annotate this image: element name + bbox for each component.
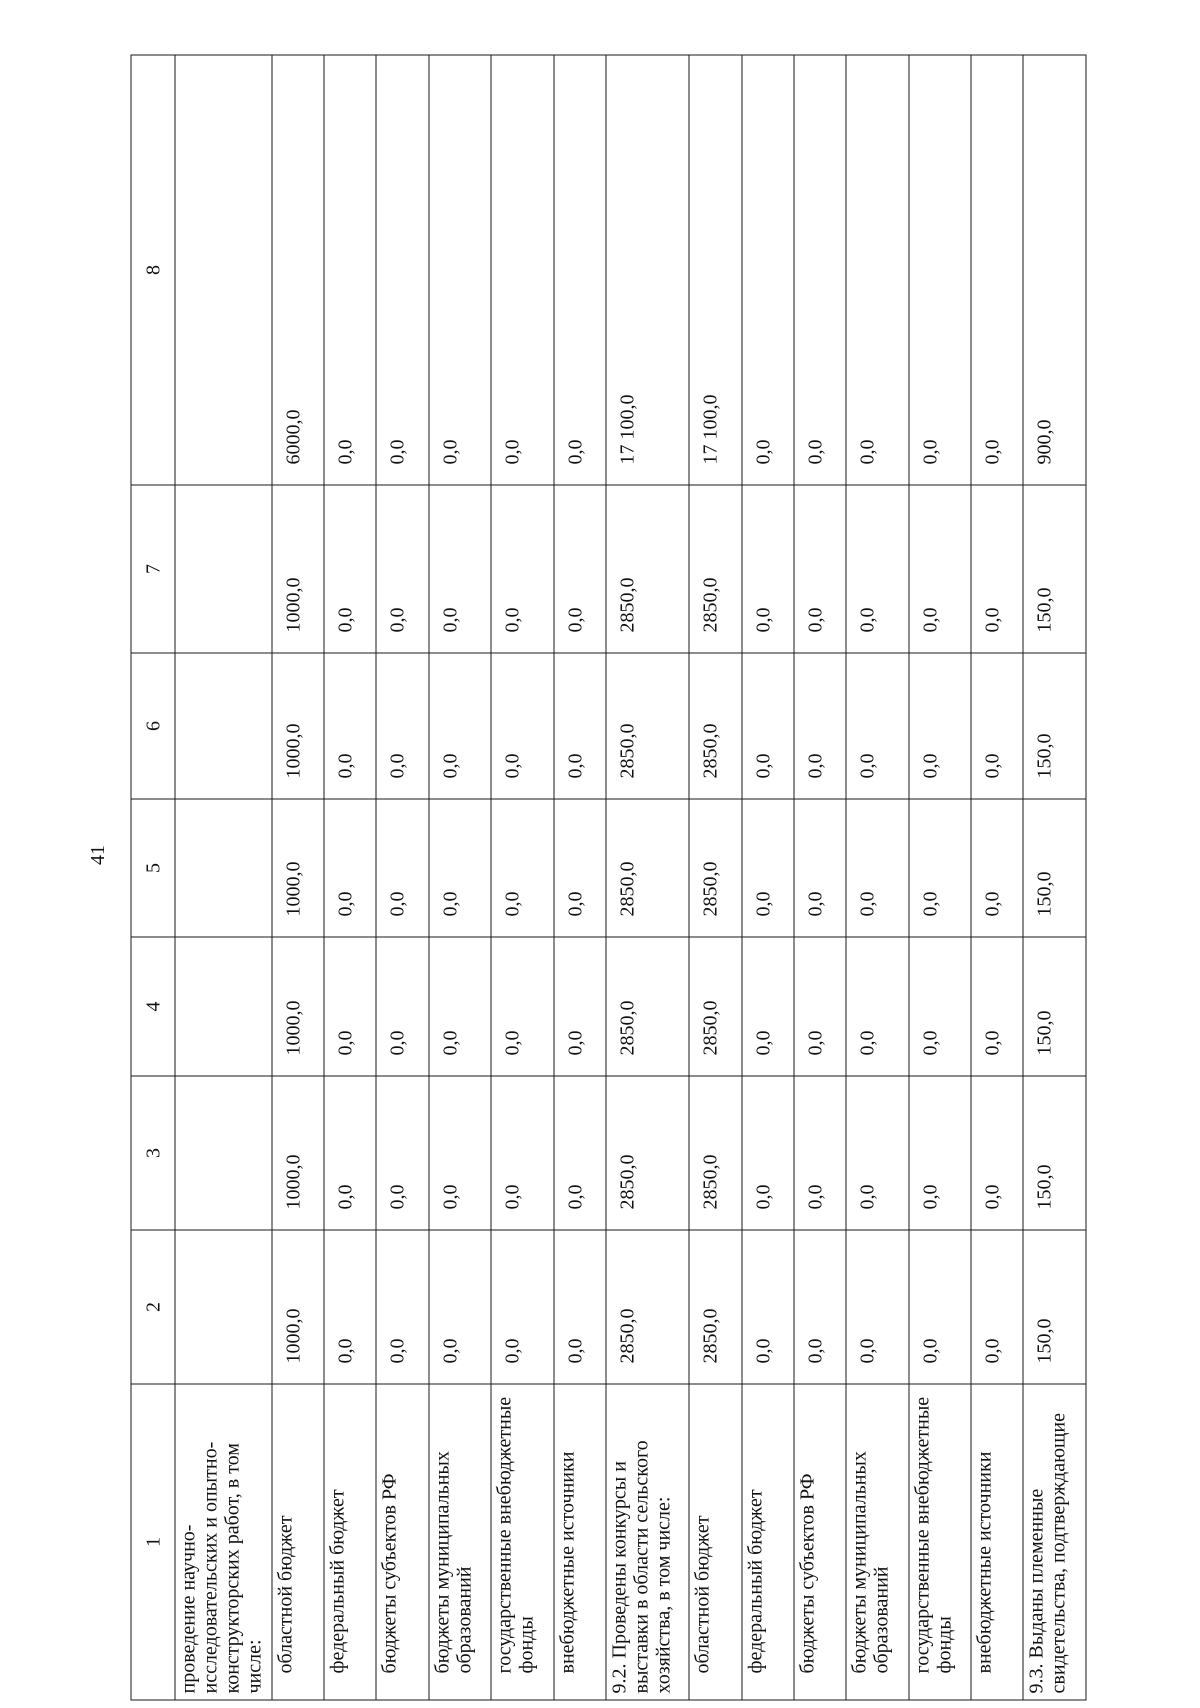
table-row (605, 55, 688, 1700)
value-cell: 0,0 (491, 799, 554, 937)
row-label: областной бюджет (689, 1384, 741, 1700)
value-cell: 0,0 (793, 485, 845, 653)
value-cell: 0,0 (376, 937, 428, 1076)
value-cell: 0,0 (741, 1076, 793, 1230)
value-cell (175, 937, 272, 1076)
value-cell: 2850,0 (689, 937, 741, 1076)
value-cell: 0,0 (845, 485, 908, 653)
value-cell: 0,0 (908, 485, 971, 653)
value-cell: 6000,0 (272, 55, 324, 485)
table-row (1023, 55, 1086, 1700)
value-cell: 0,0 (324, 653, 376, 799)
value-cell: 0,0 (793, 55, 845, 485)
value-cell: 0,0 (741, 653, 793, 799)
value-cell: 0,0 (376, 1230, 428, 1384)
value-cell: 2850,0 (605, 653, 688, 799)
value-cell: 1000,0 (272, 485, 324, 653)
value-cell: 0,0 (324, 1230, 376, 1384)
table-row (971, 55, 1023, 1700)
value-cell: 0,0 (428, 1230, 491, 1384)
value-cell (175, 1076, 272, 1230)
value-cell: 2850,0 (689, 1230, 741, 1384)
table-row (908, 55, 971, 1700)
value-cell: 150,0 (1023, 485, 1086, 653)
row-label: федеральный бюджет (324, 1384, 376, 1700)
header-cell-8: 8 (131, 55, 175, 485)
value-cell: 2850,0 (605, 937, 688, 1076)
row-label: государственные внебюджетные фонды (908, 1384, 971, 1700)
value-cell: 0,0 (845, 653, 908, 799)
header-cell-2: 2 (131, 1230, 175, 1384)
value-cell: 0,0 (324, 937, 376, 1076)
value-cell: 0,0 (376, 485, 428, 653)
table-row (793, 55, 845, 1700)
value-cell: 0,0 (741, 937, 793, 1076)
value-cell (175, 485, 272, 653)
value-cell: 2850,0 (605, 1076, 688, 1230)
value-cell: 1000,0 (272, 1230, 324, 1384)
value-cell: 1000,0 (272, 937, 324, 1076)
value-cell: 150,0 (1023, 1230, 1086, 1384)
value-cell: 0,0 (741, 485, 793, 653)
value-cell: 0,0 (908, 55, 971, 485)
value-cell: 0,0 (908, 653, 971, 799)
table-row (376, 55, 428, 1700)
value-cell: 0,0 (491, 55, 554, 485)
budget-table-wrapper (130, 55, 1086, 1700)
value-cell: 0,0 (793, 937, 845, 1076)
table-header-row (131, 55, 175, 1700)
value-cell: 0,0 (491, 485, 554, 653)
value-cell: 2850,0 (689, 653, 741, 799)
row-label: бюджеты субъектов РФ (793, 1384, 845, 1700)
row-label: внебюджетные источники (553, 1384, 605, 1700)
row-label: федеральный бюджет (741, 1384, 793, 1700)
value-cell: 0,0 (971, 937, 1023, 1076)
value-cell: 0,0 (428, 485, 491, 653)
value-cell: 0,0 (845, 1076, 908, 1230)
value-cell: 0,0 (428, 653, 491, 799)
page-number: 41 (87, 845, 109, 865)
value-cell: 0,0 (845, 1230, 908, 1384)
value-cell: 2850,0 (605, 1230, 688, 1384)
value-cell: 0,0 (908, 799, 971, 937)
value-cell: 0,0 (845, 799, 908, 937)
value-cell (175, 653, 272, 799)
header-cell-4: 4 (131, 937, 175, 1076)
value-cell: 0,0 (971, 55, 1023, 485)
value-cell: 1000,0 (272, 799, 324, 937)
value-cell: 2850,0 (689, 1076, 741, 1230)
value-cell: 150,0 (1023, 1076, 1086, 1230)
value-cell: 0,0 (491, 937, 554, 1076)
value-cell: 0,0 (793, 1076, 845, 1230)
value-cell: 1000,0 (272, 653, 324, 799)
row-label: 9.2. Проведены конкурсы и выставки в области сельского хозяйства, в том числе: (605, 1384, 688, 1700)
value-cell: 0,0 (741, 55, 793, 485)
value-cell: 0,0 (908, 937, 971, 1076)
value-cell: 0,0 (376, 55, 428, 485)
header-cell-7: 7 (131, 485, 175, 653)
row-label: проведение научно-исследовательских и опытно-конструкторских работ, в том числе: (175, 1384, 272, 1700)
value-cell: 0,0 (324, 55, 376, 485)
value-cell: 0,0 (376, 653, 428, 799)
value-cell: 0,0 (845, 55, 908, 485)
value-cell (175, 1230, 272, 1384)
row-label: 9.3. Выданы племенные свидетельства, подтверждающие (1023, 1384, 1086, 1700)
table-body (175, 55, 1086, 1700)
value-cell: 0,0 (971, 1076, 1023, 1230)
value-cell: 0,0 (491, 1230, 554, 1384)
value-cell: 0,0 (428, 799, 491, 937)
value-cell (175, 55, 272, 485)
value-cell: 150,0 (1023, 937, 1086, 1076)
table-row (741, 55, 793, 1700)
value-cell: 2850,0 (605, 485, 688, 653)
value-cell: 0,0 (324, 1076, 376, 1230)
value-cell: 0,0 (553, 1230, 605, 1384)
value-cell: 0,0 (553, 1076, 605, 1230)
table-row (324, 55, 376, 1700)
value-cell: 0,0 (908, 1230, 971, 1384)
value-cell: 0,0 (793, 653, 845, 799)
value-cell: 0,0 (553, 485, 605, 653)
value-cell: 0,0 (971, 799, 1023, 937)
value-cell: 0,0 (553, 799, 605, 937)
value-cell: 0,0 (793, 1230, 845, 1384)
value-cell: 0,0 (376, 799, 428, 937)
value-cell: 0,0 (428, 937, 491, 1076)
value-cell: 2850,0 (605, 799, 688, 937)
value-cell: 1000,0 (272, 1076, 324, 1230)
row-label: государственные внебюджетные фонды (491, 1384, 554, 1700)
row-label: бюджеты муниципальных образований (845, 1384, 908, 1700)
value-cell: 150,0 (1023, 799, 1086, 937)
header-cell-1: 1 (131, 1384, 175, 1700)
budget-table (130, 54, 1086, 1700)
row-label: областной бюджет (272, 1384, 324, 1700)
value-cell: 900,0 (1023, 55, 1086, 485)
value-cell: 0,0 (553, 55, 605, 485)
value-cell: 0,0 (971, 1230, 1023, 1384)
table-row (175, 55, 272, 1700)
value-cell: 0,0 (741, 1230, 793, 1384)
header-cell-3: 3 (131, 1076, 175, 1230)
value-cell: 0,0 (376, 1076, 428, 1230)
value-cell: 0,0 (971, 485, 1023, 653)
value-cell: 17 100,0 (689, 55, 741, 485)
value-cell: 0,0 (491, 653, 554, 799)
row-label: бюджеты муниципальных образований (428, 1384, 491, 1700)
value-cell: 0,0 (428, 55, 491, 485)
header-cell-6: 6 (131, 653, 175, 799)
value-cell: 150,0 (1023, 653, 1086, 799)
value-cell: 17 100,0 (605, 55, 688, 485)
value-cell: 0,0 (845, 937, 908, 1076)
row-label: внебюджетные источники (971, 1384, 1023, 1700)
header-cell-5: 5 (131, 799, 175, 937)
value-cell: 0,0 (324, 485, 376, 653)
table-row (845, 55, 908, 1700)
value-cell (175, 799, 272, 937)
value-cell: 0,0 (491, 1076, 554, 1230)
table-row (428, 55, 491, 1700)
value-cell: 0,0 (793, 799, 845, 937)
value-cell: 0,0 (971, 653, 1023, 799)
value-cell: 0,0 (908, 1076, 971, 1230)
value-cell: 2850,0 (689, 485, 741, 653)
value-cell: 0,0 (553, 653, 605, 799)
value-cell: 0,0 (553, 937, 605, 1076)
table-row (491, 55, 554, 1700)
value-cell: 2850,0 (689, 799, 741, 937)
value-cell: 0,0 (741, 799, 793, 937)
value-cell: 0,0 (428, 1076, 491, 1230)
table-row (689, 55, 741, 1700)
value-cell: 0,0 (324, 799, 376, 937)
row-label: бюджеты субъектов РФ (376, 1384, 428, 1700)
table-row (553, 55, 605, 1700)
table-row (272, 55, 324, 1700)
